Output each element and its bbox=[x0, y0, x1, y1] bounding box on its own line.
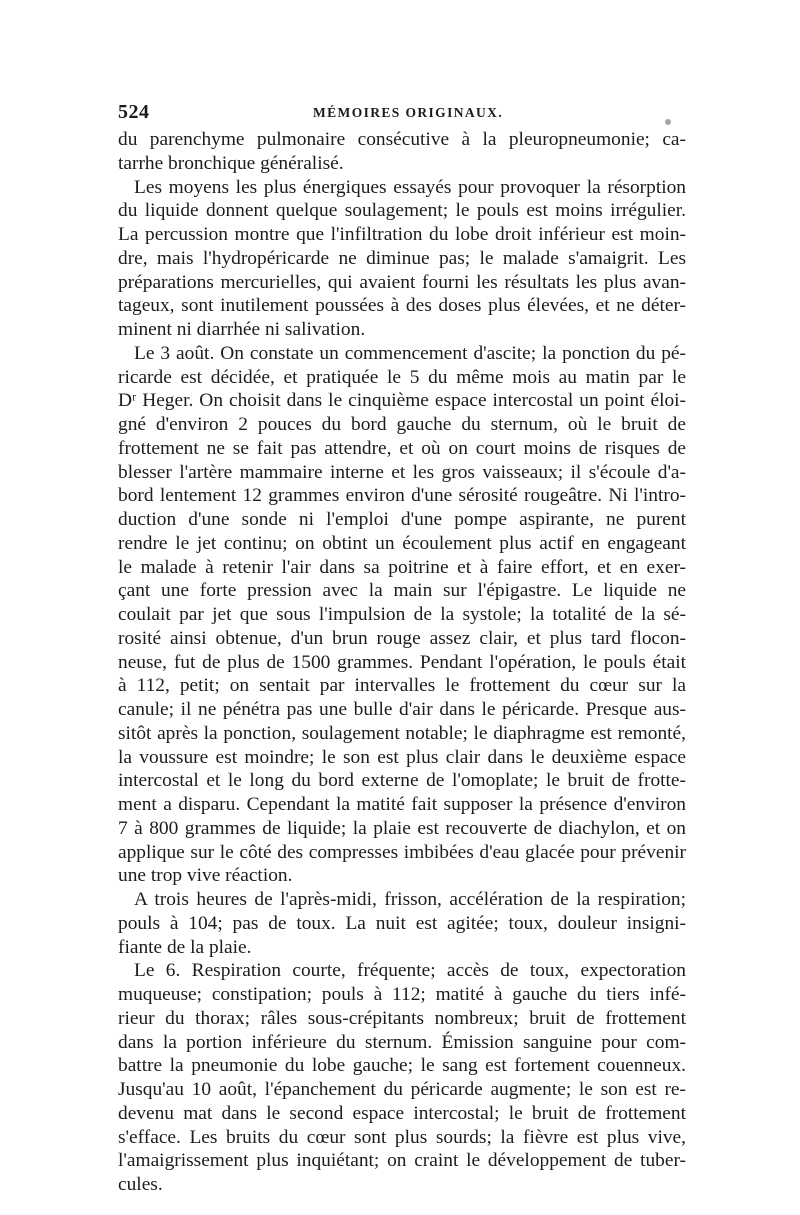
text-line: ment a disparu. Cependant la matité fait supposer la présence d'environ bbox=[118, 794, 686, 815]
text-line: Le 6. Respiration courte, fréquente; accès de toux, expectoration bbox=[134, 960, 686, 982]
text-line: dre, mais l'hydropéricarde ne diminue pas; le malade s'amaigrit. Les bbox=[118, 247, 686, 269]
text-line: rieur du thorax; râles sous-crépitants nombreux; bruit de frottement bbox=[118, 1007, 686, 1029]
text-line: fiante de la plaie. bbox=[118, 936, 252, 958]
text-line: A trois heures de l'après-midi, frisson, accélération de la respiration; bbox=[134, 889, 686, 910]
running-head: MÉMOIRES ORIGINAUX. bbox=[313, 105, 504, 120]
text-line: l'amaigrissement plus inquiétant; on craint le développement de tuber- bbox=[118, 1150, 686, 1172]
text-line: rosité ainsi obtenue, d'un brun rouge assez clair, et plus tard flocon- bbox=[118, 627, 686, 649]
text-line: tageux, sont inutilement poussées à des doses plus élevées, et ne déter- bbox=[118, 295, 686, 317]
text-line: Jusqu'au 10 août, l'épanchement du péricarde augmente; le son est re- bbox=[118, 1079, 686, 1100]
text-line: devenu mat dans le second espace intercostal; le bruit de frottement bbox=[118, 1102, 686, 1124]
text-line: duction d'une sonde ni l'emploi d'une pompe aspirante, ne purent bbox=[118, 509, 686, 530]
text-line: blesser l'artère mammaire interne et les gros vaisseaux; il s'écoule d'a- bbox=[118, 461, 686, 483]
text-line: préparations mercurielles, qui avaient fourni les résultats les plus avan- bbox=[118, 271, 686, 293]
text-line: 7 à 800 grammes de liquide; la plaie est recouverte de diachylon, et on bbox=[118, 817, 686, 839]
text-line: rendre le jet continu; on obtint un écoulement plus actif en engageant bbox=[118, 532, 686, 554]
text-line: canule; il ne pénétra pas une bulle d'air dans le péricarde. Presque aus- bbox=[118, 699, 686, 720]
text-line: une trop vive réaction. bbox=[118, 865, 293, 887]
text-line: minent ni diarrhée ni salivation. bbox=[118, 319, 366, 340]
text-line: cules. bbox=[118, 1174, 163, 1195]
text-line: s'efface. Les bruits du cœur sont plus sourds; la fièvre est plus vive, bbox=[118, 1126, 686, 1148]
body-text bbox=[118, 128, 686, 1197]
text-line: coulait par jet que sous l'impulsion de la systole; la totalité de la sé- bbox=[118, 604, 686, 625]
text-line: battre la pneumonie du lobe gauche; le sang est fortement couenneux. bbox=[118, 1055, 686, 1077]
ink-speck bbox=[665, 119, 671, 125]
text-line: dans la portion inférieure du sternum. Émission sanguine pour com- bbox=[118, 1031, 686, 1053]
text-line: à 112, petit; on sentait par intervalles le frottement du cœur sur la bbox=[118, 675, 686, 697]
text-line: muqueuse; constipation; pouls à 112; matité à gauche du tiers infé- bbox=[118, 984, 686, 1005]
text-line: bord lentement 12 grammes environ d'une sérosité rougeâtre. Ni l'intro- bbox=[118, 485, 686, 507]
text-line: le malade à retenir l'air dans sa poitrine et à faire effort, et en exer- bbox=[118, 556, 686, 578]
text-line: Les moyens les plus énergiques essayés pour provoquer la résorption bbox=[134, 176, 686, 198]
text-line: Dʳ Heger. On choisit dans le cinquième espace intercostal un point éloi- bbox=[118, 390, 686, 412]
text-line: ricarde est décidée, et pratiquée le 5 du même mois au matin par le bbox=[118, 366, 686, 388]
text-line: pouls à 104; pas de toux. La nuit est agitée; toux, douleur insigni- bbox=[118, 912, 686, 934]
text-line: sitôt après la ponction, soulagement notable; le diaphragme est remonté, bbox=[118, 722, 686, 744]
page-number: 524 bbox=[118, 101, 150, 123]
text-line: neuse, fut de plus de 1500 grammes. Pendant l'opération, le pouls était bbox=[118, 651, 686, 673]
text-line: çant une forte pression avec la main sur l'épigastre. Le liquide ne bbox=[118, 580, 686, 602]
text-line: intercostal et le long du bord externe de l'omoplate; le bruit de frotte- bbox=[118, 770, 686, 792]
text-line: du liquide donnent quelque soulagement; le pouls est moins irrégulier. bbox=[118, 200, 686, 222]
text-line: La percussion montre que l'infiltration du lobe droit inférieur est moin- bbox=[118, 224, 686, 245]
page-header bbox=[118, 101, 683, 125]
text-line: gné d'environ 2 pouces du bord gauche du sternum, où le bruit de bbox=[118, 414, 686, 435]
text-line: du parenchyme pulmonaire consécutive à la pleuropneumonie; ca- bbox=[118, 129, 686, 150]
text-line: applique sur le côté des compresses imbibées d'eau glacée pour prévenir bbox=[118, 841, 686, 863]
text-line: frottement ne se fait pas attendre, et où on court moins de risques de bbox=[118, 437, 686, 459]
text-line: la voussure est moindre; le son est plus clair dans le deuxième espace bbox=[118, 746, 686, 768]
text-line: tarrhe bronchique généralisé. bbox=[118, 152, 344, 174]
text-line: Le 3 août. On constate un commencement d'ascite; la ponction du pé- bbox=[134, 342, 686, 364]
